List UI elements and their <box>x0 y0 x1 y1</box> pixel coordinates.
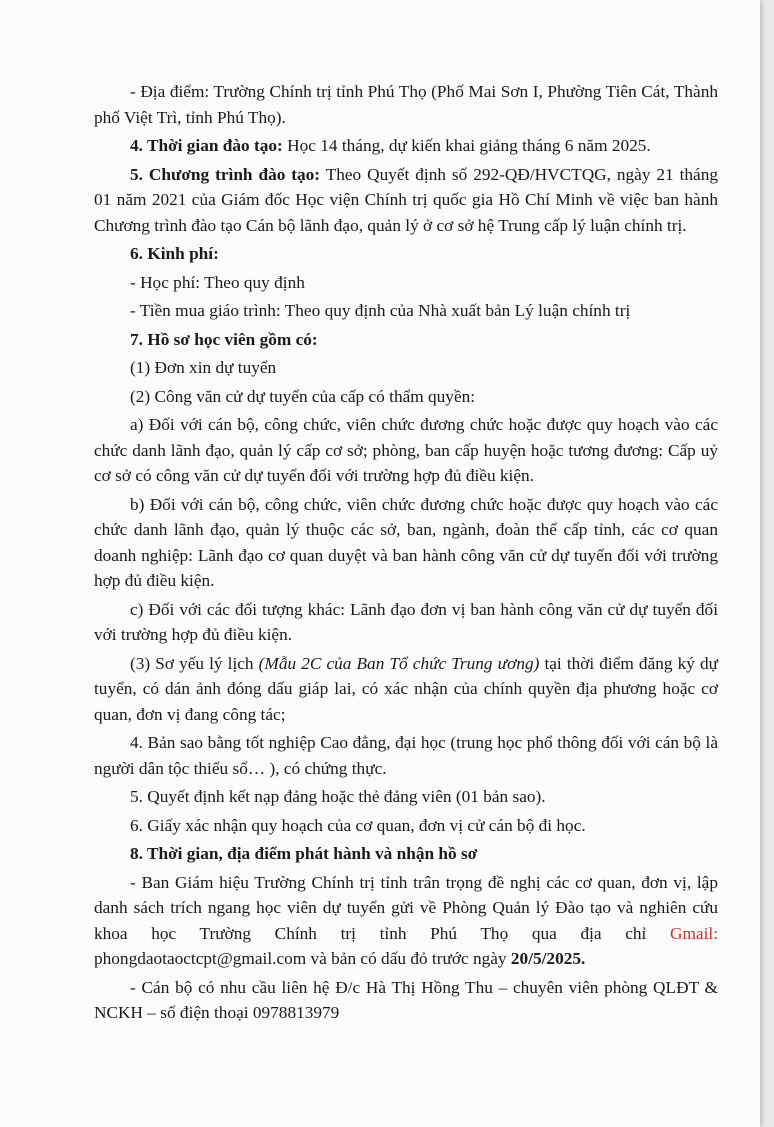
dossier-item-4: 4. Bản sao bằng tốt nghiệp Cao đẳng, đại học (trung học phổ thông đối với cán bộ là người dân tộc thiểu số… ), có chứng thực. <box>94 733 718 778</box>
contact-email: phongdaotaoctcpt@gmail.com <box>94 949 307 968</box>
dossier-item-2c: c) Đối với các đối tượng khác: Lãnh đạo đơn vị ban hành công văn cử dự tuyển đối với trường hợp đủ điều kiện. <box>94 599 718 644</box>
gmail-label: Gmail: <box>670 923 718 943</box>
tuition-item: - Học phí: Theo quy định <box>130 272 305 292</box>
document-body <box>94 79 718 1029</box>
section-4-paragraph <box>94 133 718 159</box>
dossier-item-3-start: (3) Sơ yếu lý lịch <box>130 653 259 673</box>
submission-text: - Ban Giám hiệu Trường Chính trị tỉnh trân trọng đề nghị các cơ quan, đơn vị, lập danh sách trích ngang học viên dự tuyển gửi về Phòng Quản lý Đào tạo và nghiên cứu khoa học Trường Chính trị tỉnh Phú Thọ qua địa chỉ <box>94 872 718 943</box>
section-4-text: Học 14 tháng, dự kiến khai giảng tháng 6 năm 2025. <box>282 136 651 155</box>
dossier-item-3-end: tại thời điểm đăng ký dự tuyển, có dán ảnh đóng dấu giáp lai, có xác nhận của chính quyền địa phương hoặc cơ quan, đơn vị đang công tác; <box>94 653 719 724</box>
section-8-heading: 8. Thời gian, địa điểm phát hành và nhận hồ sơ <box>130 844 478 863</box>
section-5-paragraph <box>94 162 718 239</box>
section-5-heading: 5. Chương trình đào tạo: <box>130 164 321 184</box>
dossier-item-5: 5. Quyết định kết nạp đảng hoặc thẻ đảng viên (01 bản sao). <box>130 787 546 806</box>
section-5-text: Theo Quyết định số 292-QĐ/HVCTQG, ngày 21 tháng 01 năm 2021 của Giám đốc Học viện Chính trị quốc gia Hồ Chí Minh về việc ban hành Chương trình đào tạo Cán bộ lãnh đạo, quản lý ở cơ sở hệ Trung cấp lý luận chính trị. <box>94 164 719 235</box>
dossier-item-3-form-ref: (Mẫu 2C của Ban Tổ chức Trung ương) <box>258 653 540 673</box>
submission-paragraph <box>94 870 718 972</box>
section-4-heading: 4. Thời gian đào tạo: <box>130 136 283 155</box>
contact-paragraph: - Cán bộ có nhu cầu liên hệ Đ/c Hà Thị Hồng Thu – chuyên viên phòng QLĐT & NCKH – số điện thoại 0978813979 <box>94 977 718 1022</box>
section-7-heading: 7. Hồ sơ học viên gồm có: <box>130 329 318 349</box>
dossier-item-1: (1) Đơn xin dự tuyển <box>130 358 277 377</box>
location-paragraph: - Địa điểm: Trường Chính trị tỉnh Phú Thọ (Phố Mai Sơn I, Phường Tiên Cát, Thành phố Việt Trì, tỉnh Phú Thọ). <box>94 82 718 127</box>
dossier-item-2a: a) Đối với cán bộ, công chức, viên chức đương chức hoặc được quy hoạch vào các chức danh lãnh đạo, quản lý cấp cơ sở; phòng, ban cấp huyện hoặc tương đương: Cấp uỷ cơ sở có công văn cử dự tuyển đối với trường hợp đủ điều kiện. <box>94 415 718 485</box>
dossier-item-2b: b) Đối với cán bộ, công chức, viên chức đương chức hoặc được quy hoạch vào các chức danh lãnh đạo, quản lý thuộc các sở, ban, ngành, đoàn thể cấp tỉnh, các cơ quan doanh nghiệp: Lãnh đạo cơ quan duyệt và ban hành công văn cử dự tuyển đối với trường hợp đủ điều kiện. <box>94 494 718 590</box>
textbook-item: - Tiền mua giáo trình: Theo quy định của Nhà xuất bản Lý luận chính trị <box>130 301 631 320</box>
submission-tail: và bản có dấu đỏ trước ngày <box>306 949 511 968</box>
dossier-item-2: (2) Công văn cử dự tuyển của cấp có thẩm quyền: <box>130 386 476 406</box>
section-6-heading: 6. Kinh phí: <box>130 244 219 263</box>
dossier-item-3 <box>94 651 718 728</box>
deadline-date: 20/5/2025. <box>510 949 586 968</box>
dossier-item-6: 6. Giấy xác nhận quy hoạch của cơ quan, đơn vị cử cán bộ đi học. <box>130 815 586 835</box>
